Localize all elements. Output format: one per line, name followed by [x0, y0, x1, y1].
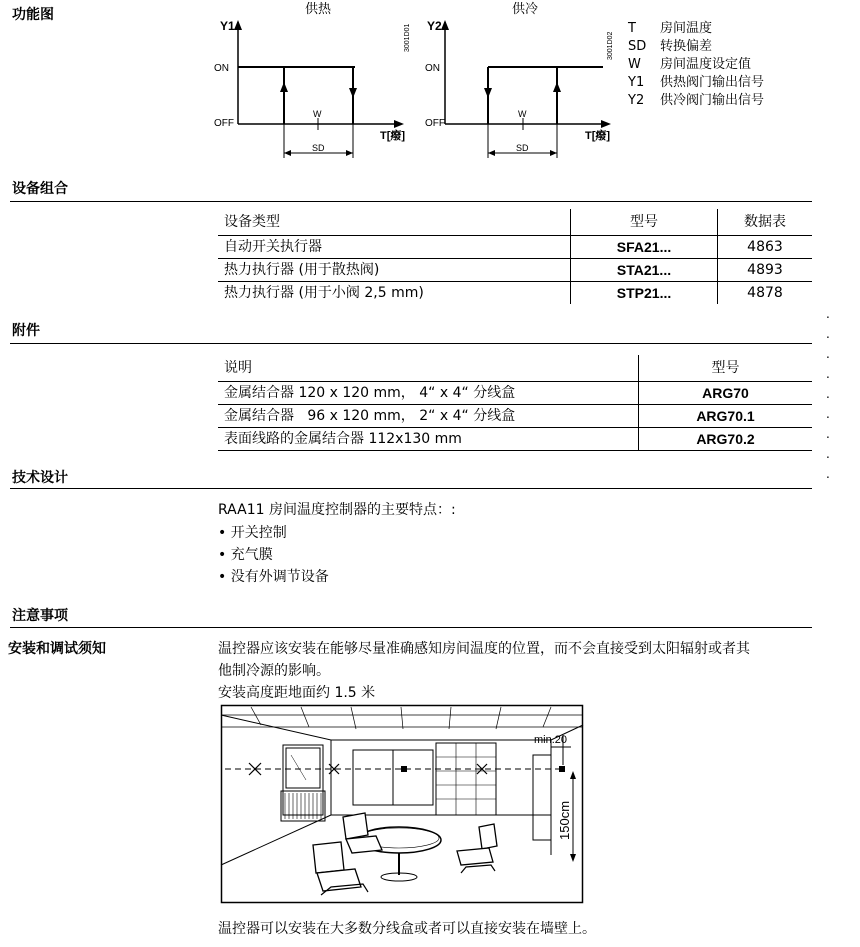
equipment-table	[218, 209, 812, 304]
list-item: • 充气膜	[218, 544, 329, 566]
table-row: 金属结合器 96 x 120 mm， 2“ x 4“ 分线盒 ARG70.1	[218, 405, 812, 428]
table-row: 金属结合器 120 x 120 mm， 4“ x 4“ 分线盒 ARG70	[218, 382, 812, 405]
install-paragraph-line2: 他制冷源的影响。	[218, 663, 330, 679]
cooling-on-label: ON	[425, 63, 440, 74]
room-installation-figure	[221, 705, 583, 903]
heating-code: 3001D01	[404, 23, 411, 52]
list-item: • 开关控制	[218, 522, 329, 544]
install-paragraph-line1: 温控器应该安装在能够尽量准确感知房间温度的位置，而不会直接受到太阳辐射或者其	[218, 641, 750, 657]
section-title-accessories: 附件	[12, 323, 40, 339]
section-title-notes: 注意事项	[12, 608, 68, 624]
cooling-code: 3001D02	[607, 31, 614, 60]
table-row: 表面线路的金属结合器 112x130 mm ARG70.2	[218, 428, 812, 451]
divider	[10, 343, 812, 344]
list-item: • 没有外调节设备	[218, 566, 329, 588]
legend-item: W 房间温度设定值	[628, 57, 752, 72]
heating-diagram	[210, 0, 410, 165]
height-label: 150cm	[557, 800, 572, 840]
legend-item: T 房间温度	[628, 21, 713, 36]
cooling-diagram	[415, 0, 615, 165]
divider	[10, 488, 812, 489]
feature-list	[218, 522, 329, 588]
cooling-t-axis-label: T[癈]	[585, 130, 611, 142]
divider	[10, 627, 812, 628]
cooling-title: 供冷	[512, 1, 539, 16]
table-row: 热力执行器 (用于散热阀) STA21... 4893	[218, 259, 812, 282]
section-title-function-diagram: 功能图	[12, 7, 54, 23]
legend-item: Y2 供冷阀门输出信号	[628, 93, 765, 108]
min-distance-label: min.20	[534, 734, 568, 746]
diagram-legend	[628, 20, 764, 110]
table-header-row	[218, 355, 812, 382]
margin-dot: .	[826, 407, 830, 421]
heating-t-axis-label: T[癈]	[380, 130, 406, 142]
accessories-table	[218, 355, 812, 451]
margin-dot: .	[826, 367, 830, 381]
table-row: 热力执行器 (用于小阀 2,5 mm) STP21... 4878	[218, 282, 812, 305]
cooling-y-label: Y2	[427, 19, 442, 33]
cooling-off-label: OFF	[425, 118, 445, 129]
heating-y-label: Y1	[220, 19, 235, 33]
heating-off-label: OFF	[214, 118, 234, 129]
install-height-text: 安装高度距地面约 1.5 米	[218, 685, 376, 701]
heating-title: 供热	[305, 1, 332, 16]
margin-dot: .	[826, 307, 830, 321]
header-datasheet: 数据表	[718, 209, 813, 236]
install-title: 安装和调试须知	[8, 641, 106, 657]
section-title-tech-design: 技术设计	[12, 470, 68, 486]
header-description: 说明	[218, 355, 639, 382]
legend-item: Y1 供热阀门输出信号	[628, 75, 765, 90]
cooling-w-label: W	[518, 109, 527, 119]
header-model: 型号	[639, 355, 813, 382]
tech-intro: RAA11 房间温度控制器的主要特点：:	[218, 502, 456, 518]
margin-dot: .	[826, 447, 830, 461]
cooling-sd-label: SD	[516, 143, 529, 153]
section-title-equipment: 设备组合	[12, 181, 68, 197]
divider	[10, 201, 812, 202]
legend-item: SD 转换偏差	[628, 39, 713, 54]
margin-dot: .	[826, 327, 830, 341]
header-model: 型号	[571, 209, 718, 236]
heating-w-label: W	[313, 109, 322, 119]
margin-dot: .	[826, 467, 830, 481]
table-header-row	[218, 209, 812, 236]
margin-dot: .	[826, 347, 830, 361]
heating-on-label: ON	[214, 63, 229, 74]
heating-sd-label: SD	[312, 143, 325, 153]
footer-text: 温控器可以安装在大多数分线盒或者可以直接安装在墙壁上。	[218, 921, 596, 937]
margin-dot: .	[826, 427, 830, 441]
header-device-type: 设备类型	[218, 209, 571, 236]
margin-dot: .	[826, 387, 830, 401]
table-row: 自动开关执行器 SFA21... 4863	[218, 236, 812, 259]
